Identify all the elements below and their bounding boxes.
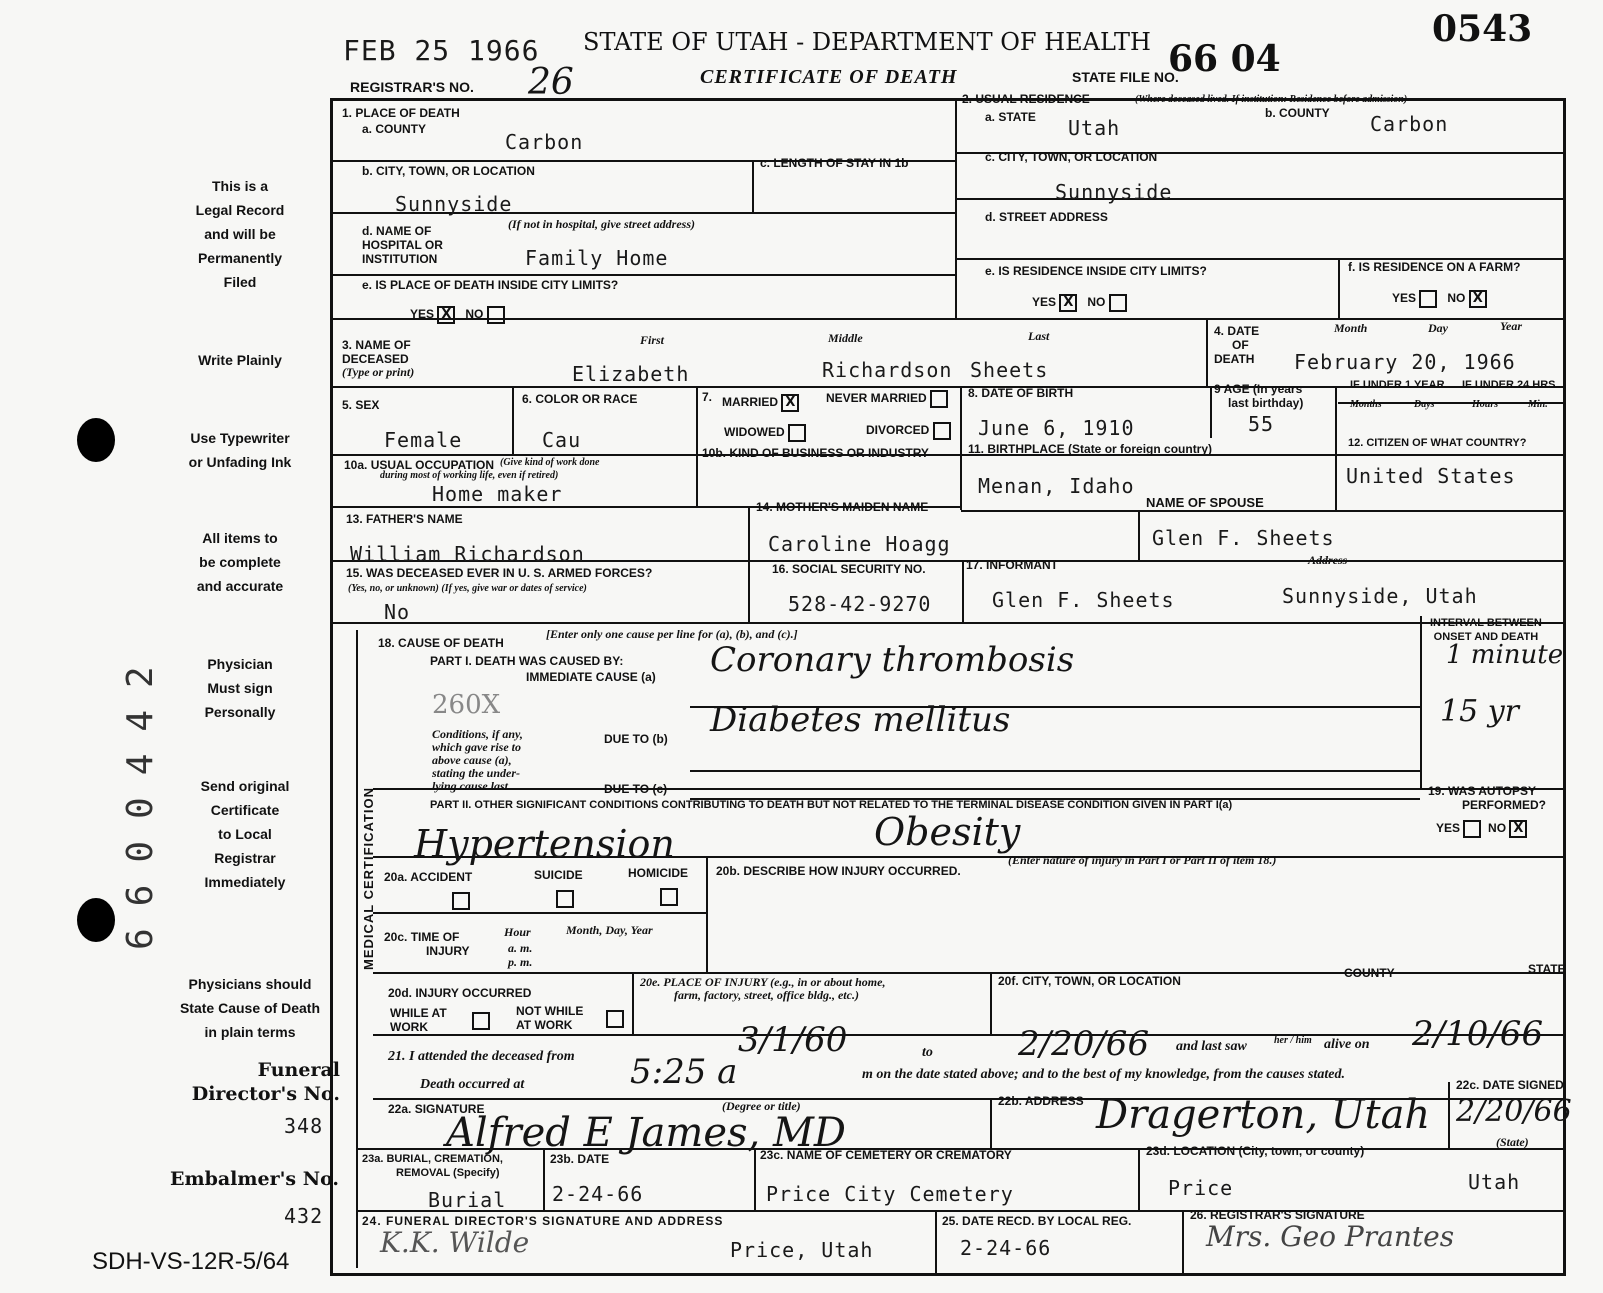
label-usual-residence: 2. USUAL RESIDENCE [962,92,1090,106]
corner-number: 0543 [1432,8,1533,50]
label-last-saw: and last saw [1176,1039,1247,1054]
part2-condition-a: Hypertension [414,822,675,866]
place-limits-yes-checkbox[interactable]: X [437,306,455,324]
label-item7: 7. [702,390,713,404]
label-res-city: c. CITY, TOWN, OR LOCATION [985,150,1158,164]
label-place-of-death: 1. PLACE OF DEATH [342,106,460,120]
label-date-of-death: 4. DATE OF DEATH [1214,324,1260,366]
label-ssn: 16. SOCIAL SECURITY NO. [772,562,926,576]
funeral-director-address: Price, Utah [730,1238,874,1262]
accident-checkbox[interactable] [452,892,470,910]
label-res-limits: e. IS RESIDENCE INSIDE CITY LIMITS? [985,264,1207,278]
farm-options: YES NO X [1392,290,1487,308]
race: Cau [542,428,582,452]
registrar-no: 26 [528,62,574,103]
label-accident: 20a. ACCIDENT [384,870,473,884]
place-limits-options: YES X NO [410,306,505,324]
label-date-signed: 22c. DATE SIGNED [1456,1078,1564,1092]
autopsy-yes-checkbox[interactable] [1463,820,1481,838]
label-cemetery: 23c. NAME OF CEMETERY OR CREMATORY [760,1148,1012,1162]
hospital-note: (If not in hospital, give street address) [508,217,696,231]
farm-no-checkbox[interactable]: X [1469,290,1487,308]
label-sex: 5. SEX [342,398,380,412]
res-limits-yes-checkbox[interactable]: X [1059,294,1077,312]
residence-city: Sunnyside [1055,180,1173,204]
label-state: (State) [1496,1135,1529,1149]
label-to: to [922,1045,933,1060]
attended-from: 3/1/60 [738,1020,848,1060]
autopsy-options: YES NO X [1436,820,1527,838]
state-file-label: STATE FILE NO. [1072,69,1179,85]
embalmer-no: 432 [284,1204,324,1228]
label-hour: Hour [504,925,531,939]
label-date-of-birth: 8. DATE OF BIRTH [968,386,1074,400]
label-registrar-signature: 26. REGISTRAR'S SIGNATURE [1190,1208,1365,1222]
label-injury-city: 20f. CITY, TOWN, OR LOCATION [998,974,1181,988]
label-date-received: 25. DATE RECD. BY LOCAL REG. [942,1214,1132,1228]
label-father: 13. FATHER'S NAME [346,512,463,526]
label-day: Day [1428,321,1448,335]
funeral-director-no-label: Funeral Director's No. [191,1059,340,1105]
marital-widowed: WIDOWED [724,424,806,442]
embalmer-no-label: Embalmer's No. [170,1168,340,1190]
label-cause-of-death: 18. CAUSE OF DEATH [378,636,504,650]
physician-address: Dragerton, Utah [1096,1092,1431,1138]
autopsy-no-checkbox[interactable]: X [1509,820,1527,838]
label-place-of-injury: 20e. PLACE OF INJURY (e.g., in or about home, farm, factory, street, office bldg., etc.) [640,975,886,1002]
label-part-2: PART II. OTHER SIGNIFICANT CONDITIONS CONTRIBUTING TO DEATH BUT NOT RELATED TO THE TERMINAL DISEASE CONDITION GIVEN IN PART I(a) [430,799,1233,811]
label-her-him: her / him [1274,1035,1312,1046]
cause-a: Coronary thrombosis [710,640,1075,680]
label-middle: Middle [828,331,863,345]
label-armed-forces: 15. WAS DECEASED EVER IN U. S. ARMED FORCES? [346,566,653,580]
label-under-24-hrs: IF UNDER 24 HRS. [1462,379,1559,391]
date-of-birth: June 6, 1910 [978,416,1135,440]
received-stamp: FEB 25 1966 [343,34,540,67]
deceased-first-name: Elizabeth [572,362,690,386]
label-county: a. COUNTY [362,122,427,136]
side-cause-plain-terms: Physicians should State Cause of Death in plain terms [179,976,321,1040]
attended-to: 2/20/66 [1018,1024,1150,1064]
label-occupation: 10a. USUAL OCCUPATION [344,458,495,472]
label-burial-method: 23a. BURIAL, CREMATION, REMOVAL (Specify) [362,1153,503,1179]
label-burial-date: 23b. DATE [550,1152,610,1166]
label-months: Months [1350,399,1382,410]
disease-code: 260X [432,690,501,720]
hospital-name: Family Home [525,246,669,270]
label-interval: INTERVAL BETWEEN ONSET AND DEATH [1430,617,1542,643]
label-street-address: d. STREET ADDRESS [985,210,1108,224]
suicide-checkbox[interactable] [556,890,574,908]
last-seen-alive: 2/10/66 [1412,1014,1544,1054]
time-of-death: 5:25 a [630,1052,738,1092]
not-while-at-work: NOT WHILE AT WORK [516,1004,584,1032]
label-citizen: 12. CITIZEN OF WHAT COUNTRY? [1348,437,1527,449]
label-physician-address: 22b. ADDRESS [998,1094,1084,1108]
interval-a: 1 minute [1446,640,1564,670]
residence-note: (Where deceased lived. If institution: Residence before admission) [1135,94,1408,105]
label-year: Year [1500,319,1522,333]
label-autopsy: 19. WAS AUTOPSY PERFORMED? [1428,784,1546,812]
label-birthplace: 11. BIRTHPLACE (State or foreign country) [968,442,1213,456]
label-age: 9 AGE (In years last birthday) [1214,382,1304,410]
side-typewriter: Use Typewriter or Unfading Ink [188,430,292,470]
age: 55 [1248,412,1275,436]
label-death-occurred-at: Death occurred at [420,1077,525,1092]
res-limits-no-checkbox[interactable] [1109,294,1127,312]
label-informant-address: Address [1308,553,1348,567]
label-farm: f. IS RESIDENCE ON A FARM? [1348,260,1521,274]
physician-signature: Alfred E James, MD [446,1110,846,1156]
social-security-no: 528-42-9270 [788,592,932,616]
label-res-county: b. COUNTY [1265,106,1330,120]
label-spouse: NAME OF SPOUSE [1146,495,1264,510]
burial-method: Burial [428,1188,507,1212]
label-on-date-stated: m on the date stated above; and to the best of my knowledge, from the causes stated. [862,1067,1345,1082]
burial-location-state: Utah [1468,1170,1521,1194]
informant-name: Glen F. Sheets [992,588,1175,612]
side-physician-sign: Physician Must sign Personally [204,656,276,720]
label-month-day-year: Month, Day, Year [566,923,653,937]
label-injury-county: COUNTY [1344,966,1395,980]
funeral-director-no: 348 [284,1114,324,1138]
date-of-death: February 20, 1966 [1294,350,1516,374]
certificate-title: CERTIFICATE OF DEATH [700,66,958,88]
registrar-signature: Mrs. Geo Prantes [1206,1220,1455,1253]
residence-county: Carbon [1370,112,1449,136]
label-name-of-deceased: 3. NAME OF DECEASED (Type or print) [342,338,415,379]
label-min: Min. [1528,399,1548,410]
father-name: William Richardson [350,542,585,566]
while-at-work-checkbox[interactable] [472,1012,490,1030]
burial-date: 2-24-66 [552,1182,644,1206]
punch-hole-top [77,418,115,462]
death-county: Carbon [505,130,584,154]
label-immediate-cause: IMMEDIATE CAUSE (a) [526,670,656,684]
label-injury-state: STATE [1528,962,1566,976]
label-business: 10b. KIND OF BUSINESS OR INDUSTRY [702,446,929,460]
conditions-note: Conditions, if any, which gave rise to above cause (a), stating the under- lying cause last. [432,727,523,793]
birthplace: Menan, Idaho [978,474,1135,498]
label-under-1-year: IF UNDER 1 YEAR [1350,379,1445,391]
widowed-checkbox[interactable] [788,424,806,442]
never-married-checkbox[interactable] [930,390,948,408]
how-injury-note: (Enter nature of injury in Part I or Part II of item 18.) [1008,853,1277,867]
marital-divorced: DIVORCED [866,422,951,440]
citizen-country: United States [1346,464,1516,488]
label-burial-location: 23d. LOCATION (City, town, or county) [1146,1144,1365,1158]
label-pm: p. m. [508,955,533,969]
label-part-1: PART I. DEATH WAS CAUSED BY: [430,654,624,668]
label-inside-city-limits: e. IS PLACE OF DEATH INSIDE CITY LIMITS? [362,278,619,292]
form-title: STATE OF UTAH - DEPARTMENT OF HEALTH [583,28,1151,56]
res-limits-options: YES X NO [1032,294,1127,312]
vertical-serial-number: 6600442 [120,644,161,950]
side-legal-record: This is a Legal Record and will be Permanently Filed [195,178,285,290]
label-last: Last [1028,329,1050,343]
divorced-checkbox[interactable] [933,422,951,440]
label-attended-from: 21. I attended the deceased from [388,1049,575,1064]
mother-maiden-name: Caroline Hoagg [768,532,951,556]
deceased-last-name: Sheets [970,358,1049,382]
label-alive-on: alive on [1324,1037,1370,1052]
label-mother: 14. MOTHER'S MAIDEN NAME [756,500,929,514]
occupation: Home maker [432,482,563,506]
label-hours: Hours [1472,399,1499,410]
marital-married: MARRIED X [722,394,799,412]
part2-condition-b: Obesity [874,810,1021,854]
side-items-complete: All items to be complete and accurate [196,530,284,594]
not-while-at-work-checkbox[interactable] [606,1010,624,1028]
registrar-no-label: REGISTRAR'S NO. [350,79,474,95]
while-at-work: WHILE AT WORK [390,1006,447,1034]
informant-address: Sunnyside, Utah [1282,584,1478,608]
interval-b: 15 yr [1440,694,1519,729]
homicide-checkbox[interactable] [660,888,678,906]
sex: Female [384,428,463,452]
married-checkbox[interactable]: X [781,394,799,412]
label-signature: 22a. SIGNATURE [388,1102,485,1116]
label-days: Days [1414,399,1435,410]
label-how-injury: 20b. DESCRIBE HOW INJURY OCCURRED. [716,864,961,878]
occupation-note: (Give kind of work done during most of working life, even if retired) [380,457,600,481]
date-received: 2-24-66 [960,1236,1052,1260]
label-res-state: a. STATE [985,110,1036,124]
label-am: a. m. [508,941,533,955]
punch-hole-bottom [77,898,115,942]
label-degree: (Degree or title) [722,1099,801,1113]
death-city: Sunnyside [395,192,513,216]
label-suicide: SUICIDE [534,868,583,882]
state-file-no: 66 04 [1168,38,1281,80]
farm-yes-checkbox[interactable] [1419,290,1437,308]
label-city: b. CITY, TOWN, OR LOCATION [362,164,535,178]
place-limits-no-checkbox[interactable] [487,306,505,324]
form-number: SDH-VS-12R-5/64 [92,1248,290,1275]
residence-state: Utah [1068,116,1121,140]
burial-location: Price [1168,1176,1234,1200]
label-informant: 17. INFORMANT [966,558,1059,572]
label-month: Month [1334,321,1368,335]
spouse-name: Glen F. Sheets [1152,526,1335,550]
label-homicide: HOMICIDE [628,866,688,880]
label-first: First [640,333,665,347]
label-time-of-injury: 20c. TIME OF INJURY [384,930,470,958]
funeral-director-signature: K.K. Wilde [380,1226,530,1259]
deceased-middle-name: Richardson [822,358,953,382]
cause-note: [Enter only one cause per line for (a), (b), and (c).] [546,627,798,641]
label-race: 6. COLOR OR RACE [522,392,638,406]
side-write-plainly: Write Plainly [198,352,282,368]
cause-b: Diabetes mellitus [710,700,1011,740]
label-length-of-stay: c. LENGTH OF STAY IN 1b [760,156,909,170]
date-signed: 2/20/66 [1456,1094,1572,1129]
label-due-to-b: DUE TO (b) [604,732,668,746]
armed-forces-note: (Yes, no, or unknown) (If yes, give war or dates of service) [348,583,587,594]
label-injury-occurred: 20d. INJURY OCCURRED [388,986,532,1000]
label-hospital: d. NAME OF HOSPITAL OR INSTITUTION [362,224,443,266]
side-send-original: Send original Certificate to Local Registrar Immediately [200,778,290,890]
cemetery-name: Price City Cemetery [766,1182,1014,1206]
label-due-to-c: DUE TO (c) [604,782,668,796]
label-funeral-director: 24. FUNERAL DIRECTOR'S SIGNATURE AND ADDRESS [362,1214,724,1228]
marital-never-married: NEVER MARRIED [826,390,948,408]
armed-forces: No [384,600,411,624]
medical-certification-side-label: MEDICAL CERTIFICATION [361,786,376,970]
